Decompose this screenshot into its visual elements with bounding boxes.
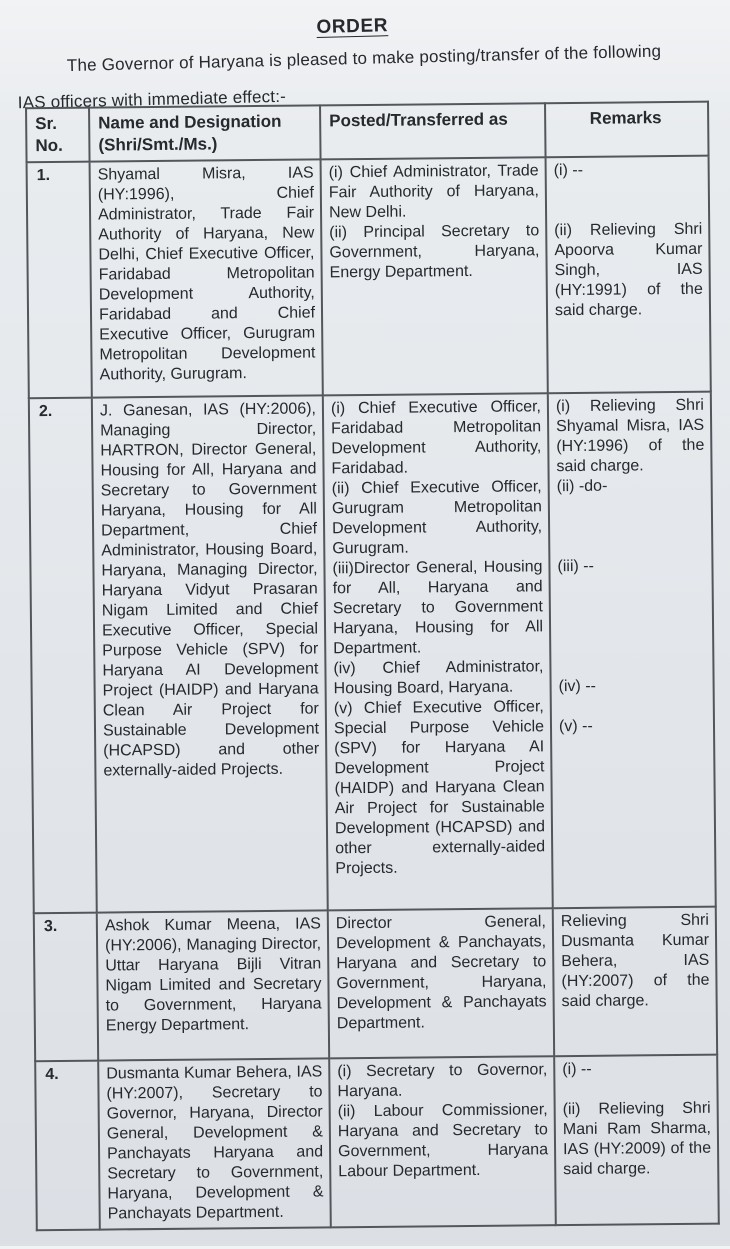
cell-remarks: Relieving Shri Dusmanta Kumar Behera, IAS (HY:2007) of the said charge. (553, 907, 717, 1057)
cell-remarks: (i) -- (ii) Relieving Shri Mani Ram Sharma, IAS (HY:2009) of the said charge. (554, 1055, 719, 1226)
order-title: ORDER (316, 15, 389, 38)
cell-sr-no: 2. (29, 398, 97, 914)
cell-posted-transferred: (i) Secretary to Governor, Haryana. (ii) Labour Commissioner, Haryana and Secretary to Government, Haryana Labour Department. (329, 1056, 556, 1227)
cell-posted-transferred: (i) Chief Executive Officer, Faridabad Metropolitan Development Authority, Faridabad. (ii) Chief Executive Officer, Gurugram Metropolitan Development Authority, Gurugram. (iii)Director General, Housing for All, Haryana and Secretary to Government Haryana, Housing for All Department. (iv) Chief Administrator, Housing Board, Haryana. (v) Chief Executive Officer, Special Purpose Vehicle (SPV) for Haryana AI Development Project (HAIDP) and Haryana Clean Air Project for Sustainable Development (HCAPSD) and other externally-aided Projects. (323, 393, 553, 910)
cell-sr-no: 1. (27, 162, 92, 399)
header-name-designation: Name and Designation (Shri/Smt./Ms.) (89, 105, 321, 161)
cell-remarks: (i) -- (ii) Relieving Shri Apoorva Kumar Singh, IAS (HY:1991) of the said charge. (546, 156, 711, 394)
cell-sr-no: 4. (35, 1061, 100, 1231)
cell-posted-transferred: (i) Chief Administrator, Trade Fair Authority of Haryana, New Delhi. (ii) Principal Secretary to Government, Haryana, Energy Department. (321, 157, 548, 395)
header-remarks: Remarks (545, 102, 709, 158)
cell-name-designation: Shyamal Misra, IAS (HY:1996), Chief Administrator, Trade Fair Authority of Haryana, New Delhi, Chief Executive Officer, Faridabad Metropolitan Development Authority, Faridabad and Chief Executive Officer, Gurugram Metropolitan Development Authority, Gurugram. (90, 159, 323, 397)
cell-posted-transferred: Director General, Development & Panchayats, Haryana and Secretary to Government, Haryana, Development & Panchayats Department. (328, 908, 554, 1058)
cell-remarks: (i) Relieving Shri Shyamal Misra, IAS (HY:1996) of the said charge. (ii) -do- (iii) -- (iv) -- (v) -- (548, 392, 716, 909)
table-row (27, 156, 711, 399)
table-row (29, 392, 716, 914)
intro-paragraph: The Governor of Haryana is pleased to make posting/transfer of the following IAS officers with immediate effect:- (17, 41, 662, 113)
table-header-row (26, 102, 708, 163)
table-row (34, 907, 717, 1062)
header-sr-no: Sr. No. (26, 108, 90, 163)
table-row (35, 1055, 719, 1231)
posting-transfer-table (25, 101, 720, 1232)
cell-name-designation: J. Ganesan, IAS (HY:2006), Managing Director, HARTRON, Director General, Housing for All, Haryana and Secretary to Government Haryana, Housing for All Department, Chief Administrator, Housing Board, Haryana, Managing Director, Haryana Vidyut Prasaran Nigam Limited and Chief Executive Officer, Special Purpose Vehicle (SPV) for Haryana AI Development Project (HAIDP) and Haryana Clean Air Project for Sustainable Development (HCAPSD) and other externally-aided Projects. (92, 395, 328, 912)
cell-name-designation: Dusmanta Kumar Behera, IAS (HY:2007), Secretary to Governor, Haryana, Director General, Development & Panchayats Haryana and Secretary to Government, Haryana, Development & Panchayats Department. (98, 1058, 331, 1229)
cell-sr-no: 3. (34, 913, 98, 1062)
cell-name-designation: Ashok Kumar Meena, IAS (HY:2006), Managing Director, Uttar Haryana Bijli Vitran Nigam Limited and Secretary to Government, Haryana Energy Department. (97, 910, 329, 1060)
header-posted-transferred: Posted/Transferred as (320, 103, 546, 159)
